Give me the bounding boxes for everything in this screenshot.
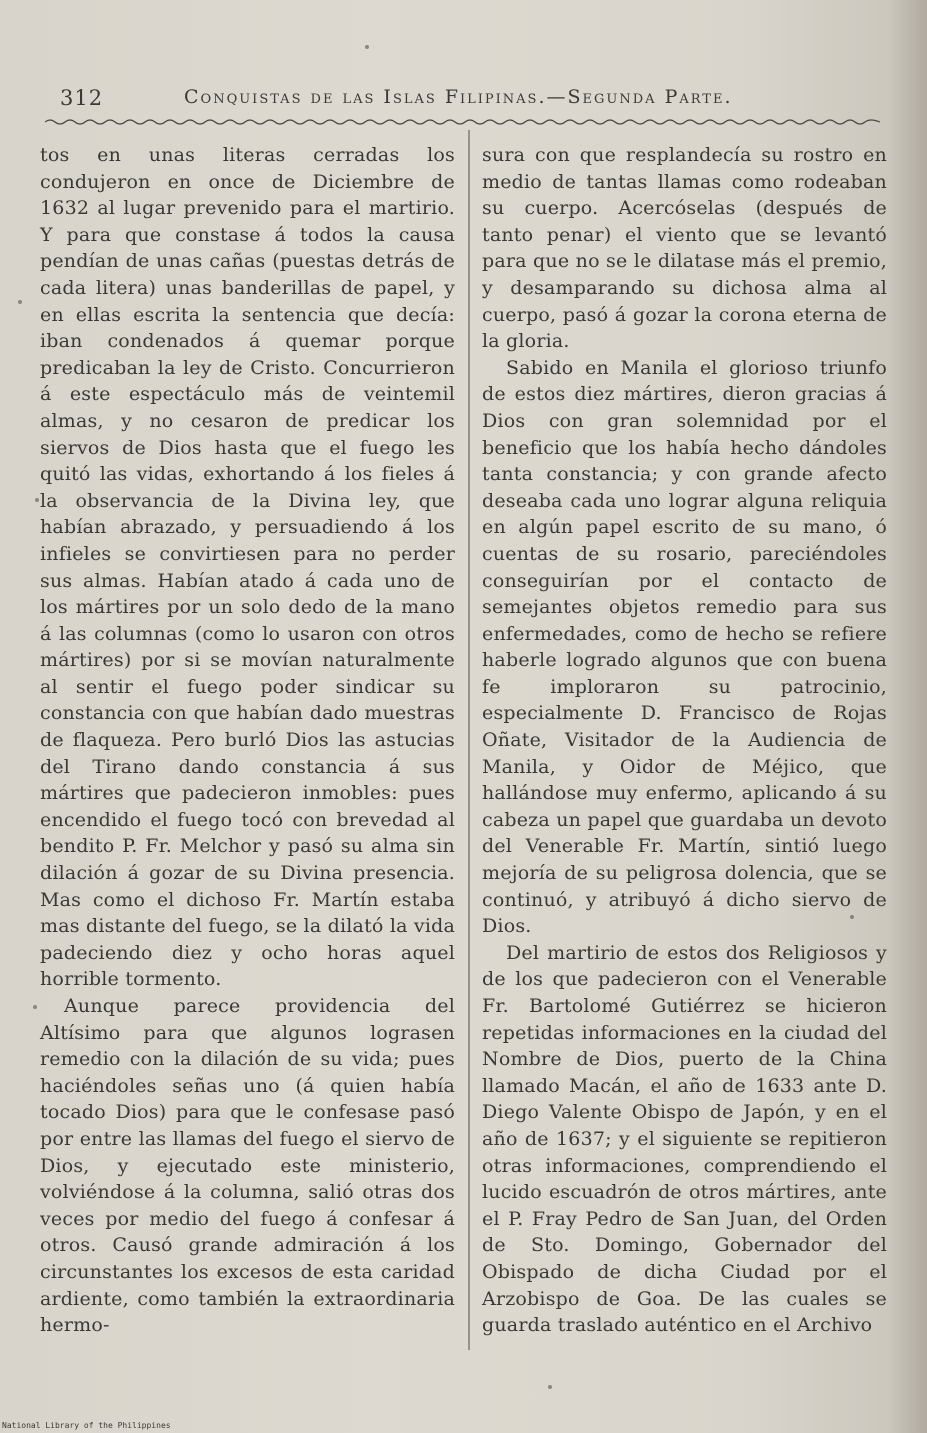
right-paragraph-3: Del martirio de estos dos Religiosos y de los que padecieron con el Venerable Fr. Bartolomé Gutiérrez se hicieron repetidas informaciones en la ciudad del Nombre de Dios, puerto de la China llamado Macán, el año de 1633 ante D. Diego Valente Obispo de Japón, y en el año de 1637; y el siguiente se repitieron otras informaciones, comprendiendo el lucido escuadrón de otros mártires, ante el P. Fray Pedro de San Juan, del Orden de Sto. Domingo, Gobernador del Obispado de dicha Ciudad por el Arzobispo de Goa. De las cuales se guarda traslado auténtico en el Archivo [482, 941, 887, 1337]
scan-credit: National Library of the Philippines [2, 1421, 171, 1430]
page-edge-shadow [887, 0, 927, 1433]
paper-speck [365, 45, 369, 49]
left-paragraph-1: tos en unas literas cerradas los condujeron en once de Diciembre de 1632 al lugar prevenido para el martirio. Y para que constase á todos la causa pendían de unas cañas (puestas detrás de cada litera) unas banderillas de papel, y en ellas escrita la sentencia que decía: iban condenados á quemar porque predicaban la ley de Cristo. Concurrieron á este espectáculo más de veintemil almas, y no cesaron de predicar los siervos de Dios hasta que el fuego les quitó las vidas, exhortando á los fieles á la observancia de la Divina ley, que habían abrazado, y persuadiendo á los infieles se convirtiesen para no perder sus almas. Habían atado á cada uno de los mártires por un solo dedo de la mano á las columnas (como lo usaron con otros mártires) por si se movían naturalmente al sentir el fuego poder sindicar su constancia con que habían dado muestras de flaqueza. Pero burló Dios las astucias del Tirano dando constancia á sus mártires que padecieron inmobles: pues encendido el fuego tocó con brevedad al bendito P. Fr. Melchor y pasó su alma sin dilación á gozar de su Divina presencia. Mas como el dichoso Fr. Martín estaba mas distante del fuego, se la dilató la vida padeciendo diez y ocho horas aquel horrible tormento. [40, 144, 455, 991]
paper-speck [35, 498, 39, 502]
column-divider [468, 130, 470, 1350]
right-paragraph-1: sura con que resplandecía su rostro en medio de tantas llamas como rodeaban su cuerpo. Acercóselas (después de tanto penar) el viento que se levantó para que no se le dilatase más el premio, y desamparando su dichosa alma al cuerpo, pasó á gozar la corona eterna de la gloria. [482, 144, 887, 353]
running-title: Conquistas de las Islas Filipinas.—Segunda Parte. [184, 86, 733, 108]
decorative-header-rule [45, 117, 880, 127]
paper-speck [33, 1005, 37, 1009]
paper-speck [850, 915, 854, 919]
page-header [50, 86, 880, 116]
paper-speck [548, 1385, 552, 1389]
left-text-column [40, 142, 455, 1339]
paper-speck [18, 300, 22, 304]
page-number: 312 [60, 86, 104, 110]
right-text-column [482, 142, 887, 1339]
right-paragraph-2: Sabido en Manila el glorioso triunfo de estos diez mártires, dieron gracias á Dios con gran solemnidad por el beneficio que los había hecho dándoles tanta constancia; y con grande afecto deseaba cada uno lograr alguna reliquia en algún papel escrito de su mano, ó cuentas de su rosario, pareciéndoles conseguirían por el contacto de semejantes objetos remedio para sus enfermedades, como de hecho se refiere haberle logrado algunos que con buena fe imploraron su patrocinio, especialmente D. Francisco de Rojas Oñate, Visitador de la Audiencia de Manila, y Oidor de Méjico, que hallándose muy enfermo, aplicando á su cabeza un papel que guardaba un devoto del Venerable Fr. Martín, sintió luego mejoría de su peligrosa dolencia, que se continuó, y atribuyó á dicho siervo de Dios. [482, 356, 887, 938]
left-paragraph-2: Aunque parece providencia del Altísimo para que algunos lograsen remedio con la dilación de su vida; pues haciéndoles señas uno (á quien había tocado Dios) para que le confesase pasó por entre las llamas del fuego el siervo de Dios, y ejecutado este ministerio, volviéndose á la columna, salió otras dos veces por medio del fuego á confesar á otros. Causó grande admiración á los circunstantes los excesos de esta caridad ardiente, como también la extraordinaria hermo- [40, 995, 455, 1337]
